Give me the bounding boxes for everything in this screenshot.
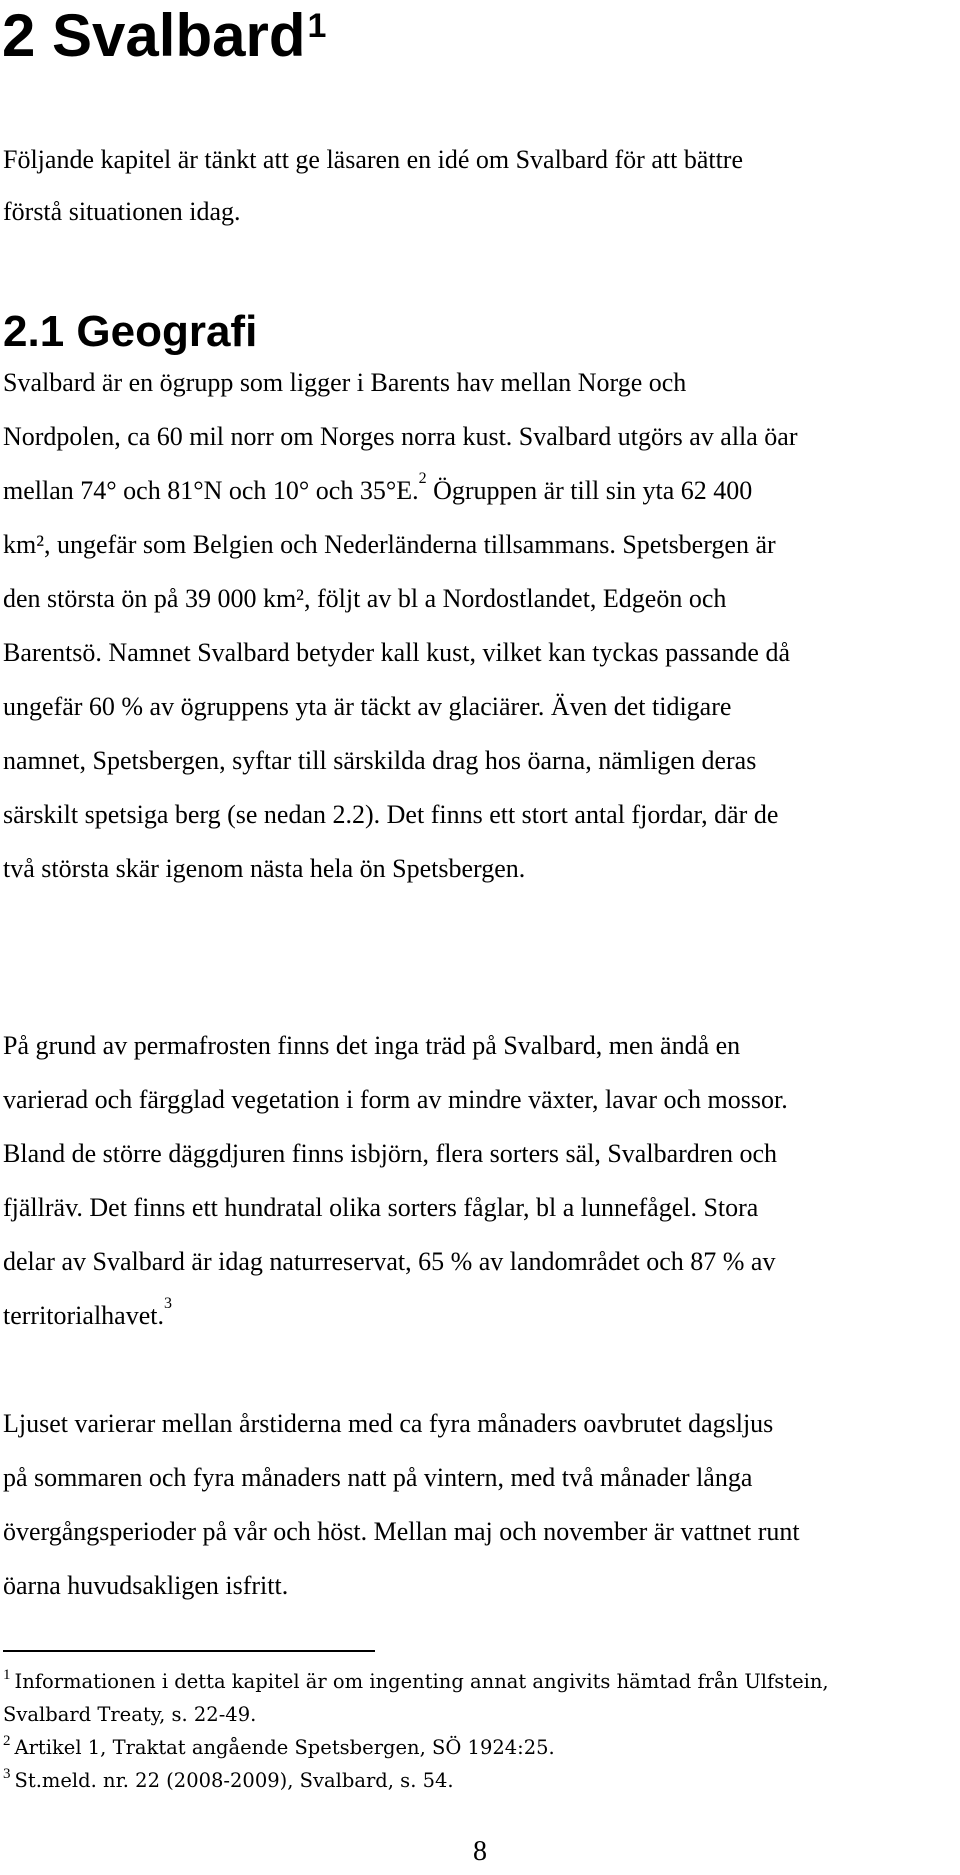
intro-paragraph bbox=[3, 134, 958, 238]
text-line: varierad och färgglad vegetation i form av mindre växter, lavar och mossor. bbox=[3, 1085, 788, 1114]
text-segment: territorialhavet. bbox=[3, 1301, 164, 1330]
text-line: särskilt spetsiga berg (se nedan 2.2). Det finns ett stort antal fjordar, där de bbox=[3, 800, 779, 829]
text-line: Svalbard är en ögrupp som ligger i Barents hav mellan Norge och bbox=[3, 368, 687, 397]
text-segment: mellan 74° och 81°N och 10° och 35°E. bbox=[3, 476, 419, 505]
footnote-text: St.meld. nr. 22 (2008-2009), Svalbard, s. 54. bbox=[14, 1769, 454, 1792]
footnote-text: Artikel 1, Traktat angående Spetsbergen, SÖ 1924:25. bbox=[14, 1736, 555, 1759]
footnote-number: 1 bbox=[3, 1667, 11, 1683]
text-line: km², ungefär som Belgien och Nederländerna tillsammans. Spetsbergen är bbox=[3, 530, 776, 559]
text-line: namnet, Spetsbergen, syftar till särskilda drag hos öarna, nämligen deras bbox=[3, 746, 757, 775]
footnote-ref-2[interactable]: 2 bbox=[418, 470, 427, 487]
text-line: förstå situationen idag. bbox=[3, 197, 241, 226]
chapter-title: 2 Svalbard bbox=[2, 2, 306, 69]
text-line: öarna huvudsakligen isfritt. bbox=[3, 1571, 289, 1600]
text-line: på sommaren och fyra månaders natt på vintern, med två månader långa bbox=[3, 1463, 753, 1492]
footnote-number: 3 bbox=[3, 1766, 11, 1782]
footnote-ref-1[interactable]: 1 bbox=[307, 7, 327, 45]
footnote-line: Svalbard Treaty, s. 22-49. bbox=[3, 1703, 257, 1726]
text-line: den största ön på 39 000 km², följt av bl a Nordostlandet, Edgeön och bbox=[3, 584, 727, 613]
footnote-line bbox=[3, 1764, 958, 1797]
text-line: två största skär igenom nästa hela ön Spetsbergen. bbox=[3, 854, 526, 883]
text-line bbox=[3, 1289, 958, 1343]
text-segment: Ögruppen är till sin yta 62 400 bbox=[426, 476, 753, 505]
text-line: ungefär 60 % av ögruppens yta är täckt av glaciärer. Även det tidigare bbox=[3, 692, 732, 721]
geography-paragraph bbox=[3, 356, 958, 896]
footnote-2 bbox=[3, 1731, 958, 1764]
footnote-1 bbox=[3, 1665, 958, 1731]
page-number: 8 bbox=[473, 1836, 487, 1867]
footnotes bbox=[3, 1665, 958, 1797]
footnote-text: Informationen i detta kapitel är om ingenting annat angivits hämtad från Ulfstein, bbox=[14, 1670, 829, 1693]
footnote-line bbox=[3, 1665, 958, 1698]
footnote-ref-3[interactable]: 3 bbox=[163, 1295, 172, 1312]
footnote-line bbox=[3, 1731, 958, 1764]
section-heading: 2.1 Geografi bbox=[3, 307, 258, 356]
text-line bbox=[3, 464, 958, 518]
flora-fauna-paragraph bbox=[3, 1019, 958, 1343]
footnote-divider bbox=[3, 1650, 375, 1652]
footnote-number: 2 bbox=[3, 1733, 11, 1749]
text-line: Ljuset varierar mellan årstiderna med ca fyra månaders oavbrutet dagsljus bbox=[3, 1409, 774, 1438]
text-line: Nordpolen, ca 60 mil norr om Norges norra kust. Svalbard utgörs av alla öar bbox=[3, 422, 798, 451]
text-line: övergångsperioder på vår och höst. Mellan maj och november är vattnet runt bbox=[3, 1517, 800, 1546]
text-line: Barentsö. Namnet Svalbard betyder kall kust, vilket kan tyckas passande då bbox=[3, 638, 791, 667]
daylight-paragraph bbox=[3, 1397, 958, 1613]
text-line: Följande kapitel är tänkt att ge läsaren en idé om Svalbard för att bättre bbox=[3, 145, 744, 174]
footnote-3 bbox=[3, 1764, 958, 1797]
text-line: På grund av permafrosten finns det inga träd på Svalbard, men ändå en bbox=[3, 1031, 741, 1060]
text-line: Bland de större däggdjuren finns isbjörn, flera sorters säl, Svalbardren och bbox=[3, 1139, 778, 1168]
text-line: delar av Svalbard är idag naturreservat, 65 % av landområdet och 87 % av bbox=[3, 1247, 776, 1276]
chapter-heading bbox=[2, 0, 326, 72]
text-line: fjällräv. Det finns ett hundratal olika sorters fåglar, bl a lunnefågel. Stora bbox=[3, 1193, 759, 1222]
